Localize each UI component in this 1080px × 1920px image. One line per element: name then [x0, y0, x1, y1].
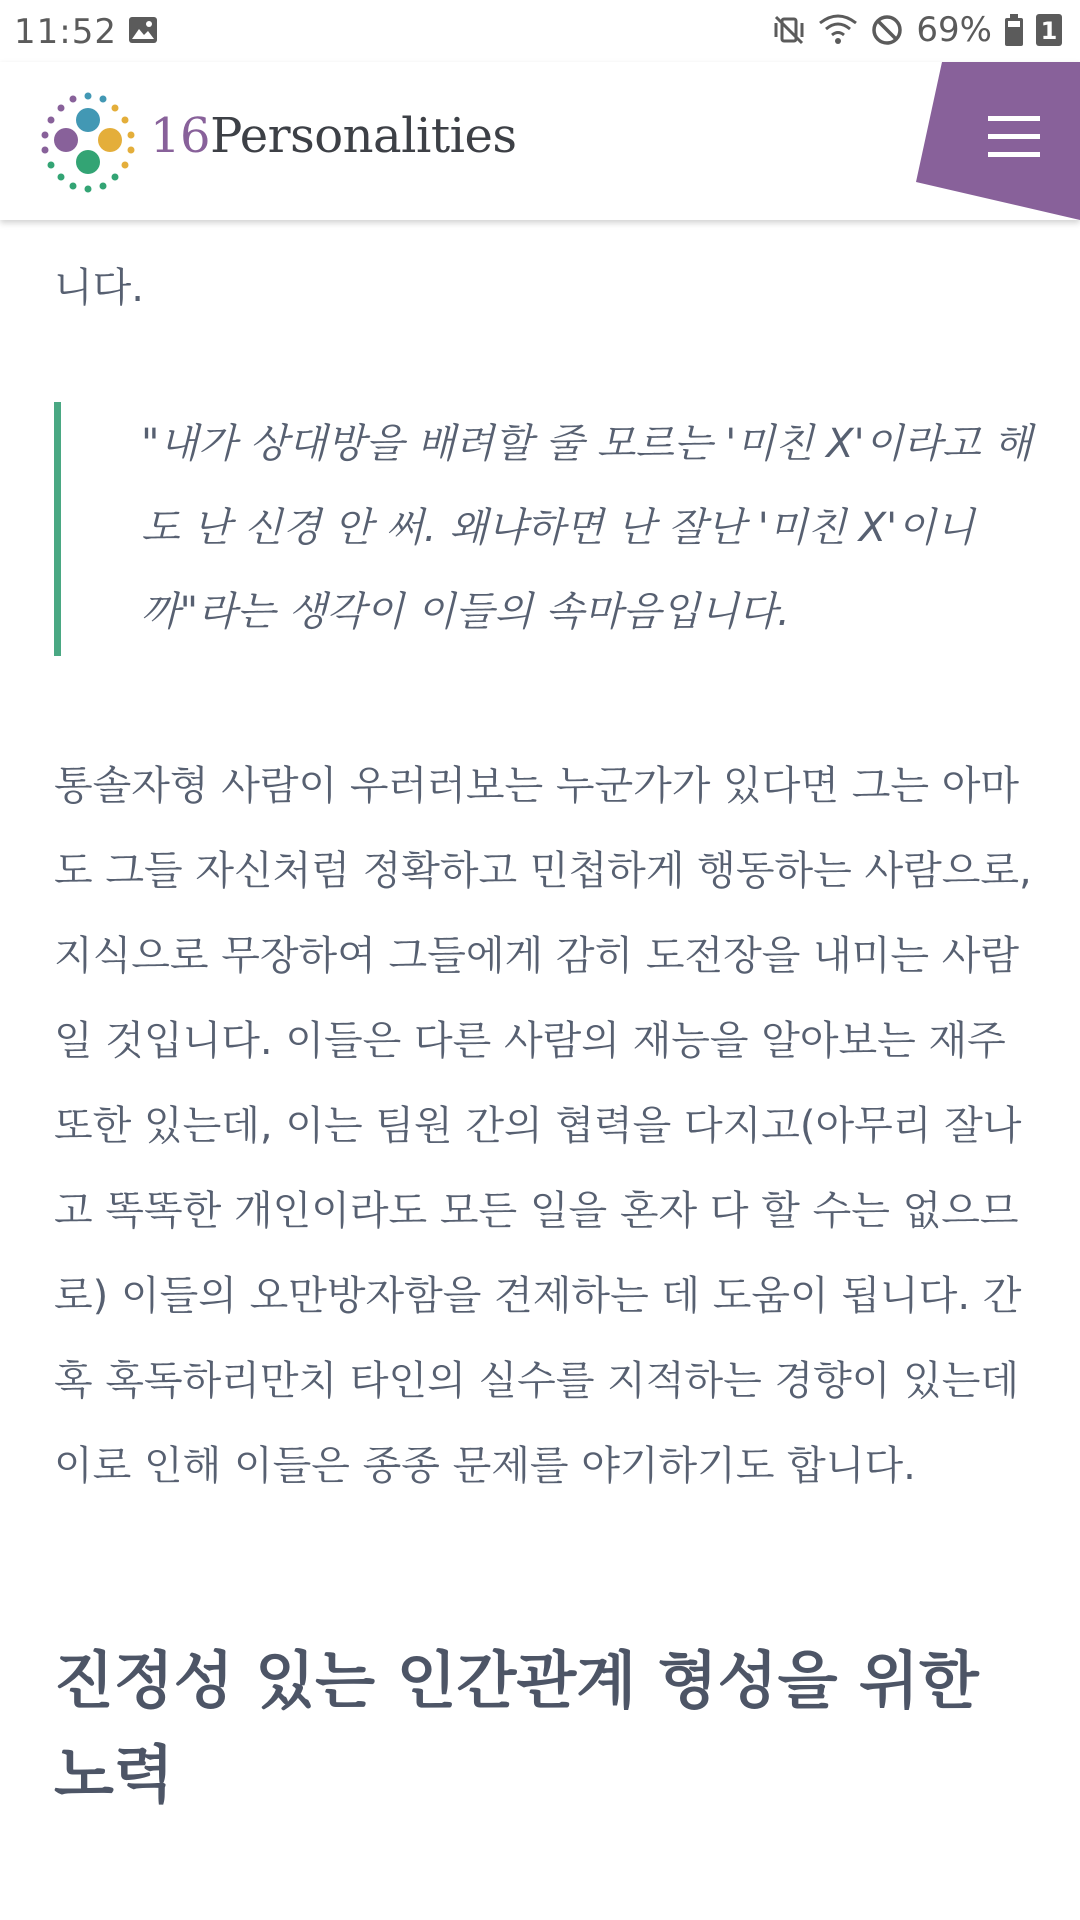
status-time: 11:52	[14, 12, 117, 52]
paragraph-fragment: 니다.	[54, 265, 144, 311]
quote-text: "내가 상대방을 배려할 줄 모르는 '미친 X'이라고 해도 난 신경 안 써. 왜냐하면 난 잘난 '미친 X'이니까"라는 생각이 이들의 속마음입니다.	[141, 421, 1032, 635]
battery-percent: 69%	[916, 10, 992, 50]
status-bar	[0, 0, 1080, 62]
battery-icon	[1004, 13, 1024, 47]
do-not-disturb-icon	[870, 13, 904, 47]
body-paragraph: 통솔자형 사람이 우러러보는 누군가가 있다면 그는 아마도 그들 자신처럼 정확하고 민첩하게 행동하는 사람으로, 지식으로 무장하여 그들에게 감히 도전장을 내미는 사람일 것입니다. 이들은 다른 사람의 재능을 알아보는 재주 또한 있는데, 이는 팀원 간의 협력을 다지고(아무리 잘나고 똑똑한 개인이라도 모든 일을 혼자 다 할 수는 없으므로) 이들의 오만방자함을 견제하는 데 도움이 됩니다. 간혹 혹독하리만치 타인의 실수를 지적하는 경향이 있는데 이로 인해 이들은 종종 문제를 야기하기도 합니다.	[54, 763, 1032, 1489]
logo-wordmark[interactable]	[150, 108, 517, 164]
notification-count: 1	[1040, 17, 1058, 45]
logo-word: Personalities	[210, 108, 517, 164]
notification-badge	[1036, 13, 1062, 47]
logo-icon[interactable]	[36, 90, 140, 194]
image-icon	[128, 16, 158, 44]
mute-vibrate-icon	[772, 13, 806, 47]
blockquote	[54, 402, 1032, 656]
wifi-icon	[818, 13, 858, 47]
article-content	[0, 220, 1080, 1920]
hamburger-menu-icon	[988, 116, 1040, 158]
section-heading: 진정성 있는 인간관계 형성을 위한 노력	[54, 1644, 979, 1811]
site-header	[0, 62, 1080, 220]
logo-number: 16	[150, 108, 211, 164]
status-icons	[772, 10, 1062, 50]
menu-button[interactable]	[916, 62, 1080, 220]
